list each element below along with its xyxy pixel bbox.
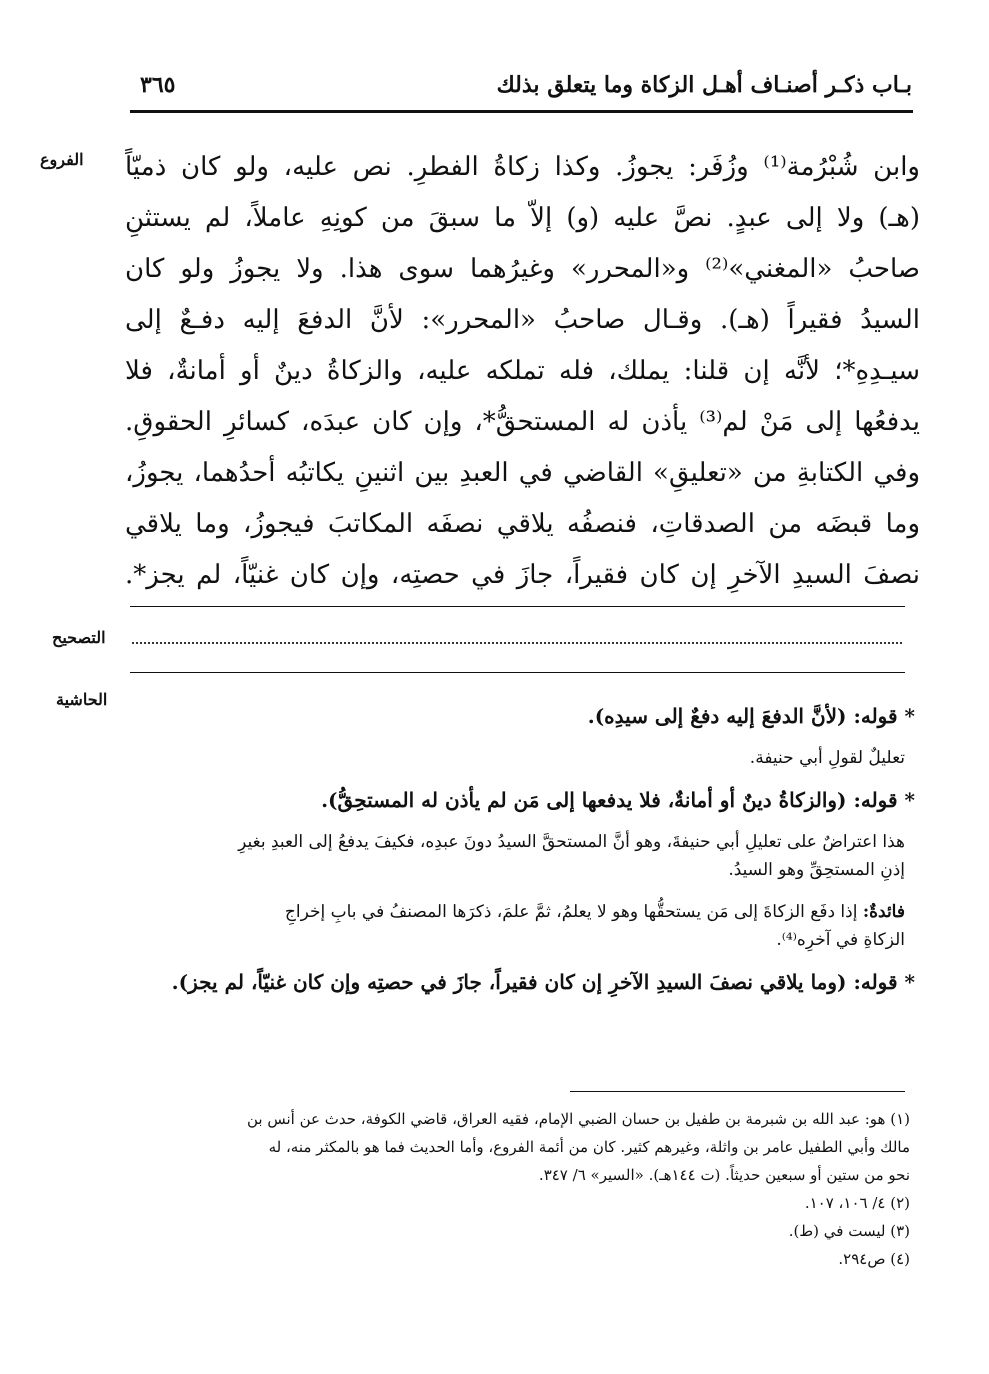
main-text-line: نصفَ السيدِ الآخرِ إن كان فقيراً، جازَ في حصتِه، وإن كان غنيّاً، لم يجز*. (125, 560, 920, 590)
main-text-line: صاحبُ «المغني»⁽²⁾ و«المحرر» وغيرُهما سوى هذا. ولا يجوزُ ولو كان (125, 254, 920, 284)
footnote-line: (٣) ليست في (ط). (788, 1222, 910, 1240)
quote-heading: * قوله: (وما يلاقي نصفَ السيدِ الآخرِ إن كان فقيراً، جازَ في حصتِه وإن كان غنيّاً، لم يجز). (171, 970, 915, 994)
commentary-line (125, 898, 905, 926)
commentary-line: الزكاةِ في آخرِه⁽⁴⁾. (776, 930, 905, 950)
footnote-line: (١) هو: عبد الله بن شبرمة بن طفيل بن حسان الضبي الإمام، فقيه العراق، قاضي الكوفة، حدث عن أنس بن (246, 1110, 910, 1128)
main-text-line: (هـ) ولا إلى عبدٍ. نصَّ عليه (و) إلاّ ما سبقَ من كونِهِ عاملاً، لم يستثنِ (125, 203, 920, 233)
side-label-tashih: التصحيح (52, 628, 106, 647)
side-label-furu: الفروع (40, 150, 84, 169)
footnote-line: نحو من ستين أو سبعين حديثاً. (ت ١٤٤هـ). «السير» ٦/ ٣٤٧. (538, 1166, 910, 1184)
footnote-line: (٤) ص٢٩٤. (838, 1250, 910, 1268)
faida-note (125, 898, 915, 954)
main-text-line: وابن شُبْرُمة⁽¹⁾ وزُفَر: يجوزُ. وكذا زكاةُ الفطرِ. نص عليه، ولو كان ذميّاً (125, 152, 920, 182)
hashiya-commentary (125, 702, 915, 996)
footnote-line: مالك وأبي الطفيل عامر بن واثلة، وغيرهم كثير. كان من أئمة الفروع، وأما الحديث فما هو بالمكثر منه، له (268, 1138, 910, 1156)
commentary-text (125, 828, 915, 884)
main-text (125, 142, 920, 601)
quote-heading: * قوله: (لأنَّ الدفعَ إليه دفعٌ إلى سيدِه). (587, 704, 915, 728)
header-rule (130, 110, 913, 113)
commentary-text (125, 744, 915, 772)
side-label-hashiya: الحاشية (56, 690, 108, 709)
main-text-line: السيدُ فقيراً (هـ). وقـال صاحبُ «المحرر»: لأنَّ الدفعَ إليه دفـعٌ إلى (125, 305, 920, 335)
quote-heading: * قوله: (والزكاةُ دينٌ أو أمانةٌ، فلا يدفعها إلى مَن لم يأذن له المستحِقُّ). (321, 788, 915, 812)
faida-text: إذا دفَع الزكاةَ إلى مَن يستحقُّها وهو لا يعلمُ، ثمَّ علمَ، ذكرَها المصنفُ في بابِ إخراجِ (284, 902, 858, 922)
faida-label: فائدةٌ: (862, 902, 905, 922)
main-text-line: يدفعُها إلى مَنْ لم⁽³⁾ يأذن له المستحقُّ*، وإن كان عبدَه، كسائرِ الحقوقِ. (125, 407, 920, 437)
footnote-line: (٢) ٤/ ١٠٦، ١٠٧. (804, 1194, 910, 1212)
running-header (130, 70, 912, 104)
tashih-dotted-line (132, 642, 902, 644)
commentary-line: تعليلٌ لقولِ أبي حنيفة. (749, 748, 905, 768)
page-number: ٣٦٥ (140, 72, 176, 98)
commentary-line: إذنِ المستحِقِّ وهو السيدُ. (728, 860, 905, 880)
main-text-line: وما قبضَه من الصدقاتِ، فنصفُه يلاقي نصفَه المكاتبَ فيجوزُ، وما يلاقي (125, 509, 920, 539)
section-rule-bottom (130, 672, 905, 673)
main-text-line: سيـدِهِ*؛ لأنَّه إن قلنا: يملك، فله تملكه عليه، والزكاةُ دينٌ أو أمانةٌ، فلا (125, 356, 920, 386)
commentary-line: هذا اعتراضٌ على تعليلِ أبي حنيفةَ، وهو أنَّ المستحقَّ السيدُ دونَ عبدِه، فكيفَ يدفعُ إلى العبدِ بغيرِ (238, 832, 905, 852)
main-text-line: وفي الكتابةِ من «تعليقِ» القاضي في العبدِ بين اثنينِ يكاتبُه أحدُهما، يجوزُ، (125, 458, 920, 488)
footnotes (135, 1105, 910, 1273)
footnote-rule (570, 1091, 905, 1092)
section-rule-top (130, 606, 905, 607)
chapter-title: بـاب ذكـر أصنـاف أهـل الزكاة وما يتعلق بذلك (496, 72, 912, 98)
